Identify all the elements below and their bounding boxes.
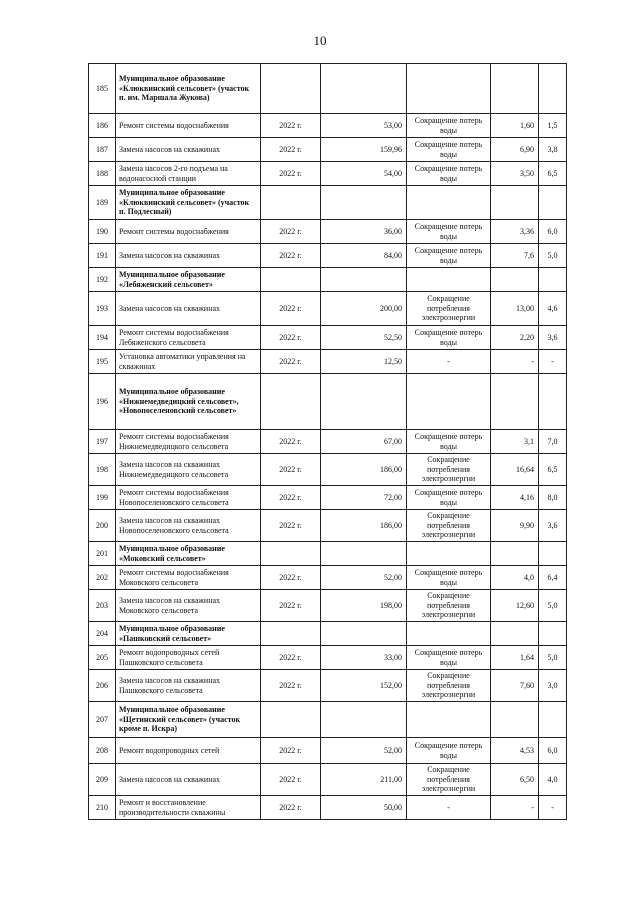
value1-cell — [491, 268, 539, 292]
value2-cell — [539, 542, 567, 566]
amount-cell — [321, 622, 407, 646]
year-cell — [261, 374, 321, 430]
table-row — [89, 510, 567, 542]
amount-cell: 52,50 — [321, 326, 407, 350]
amount-cell: 159,96 — [321, 138, 407, 162]
measure-name-cell: Ремонт системы водоснабжения Моковского сельсовета — [116, 566, 261, 590]
value1-cell: 6,90 — [491, 138, 539, 162]
effect-cell — [407, 64, 491, 114]
value2-cell: 6,5 — [539, 162, 567, 186]
measure-name-cell: Ремонт водопроводных сетей Пашковского сельсовета — [116, 646, 261, 670]
measure-name-cell: Замена насосов на скважинах — [116, 244, 261, 268]
value1-cell: 16,64 — [491, 454, 539, 486]
effect-cell: - — [407, 350, 491, 374]
value1-cell: 1,60 — [491, 114, 539, 138]
table-row — [89, 292, 567, 326]
value2-cell — [539, 64, 567, 114]
effect-cell: Сокращение потерь воды — [407, 486, 491, 510]
table-row — [89, 566, 567, 590]
municipality-name-cell: Муниципальное образование «Пашковский сельсовет» — [116, 622, 261, 646]
measure-name-cell: Ремонт системы водоснабжения — [116, 220, 261, 244]
value1-cell: 7,6 — [491, 244, 539, 268]
value1-cell: 9,90 — [491, 510, 539, 542]
value1-cell: 12,60 — [491, 590, 539, 622]
value2-cell: 1,5 — [539, 114, 567, 138]
table-row — [89, 430, 567, 454]
page-number: 10 — [313, 33, 327, 48]
year-cell — [261, 622, 321, 646]
row-number-cell: 193 — [89, 292, 116, 326]
effect-cell — [407, 268, 491, 292]
year-cell: 2022 г. — [261, 138, 321, 162]
effect-cell: Сокращение потребления электроэнергии — [407, 590, 491, 622]
row-number-cell: 197 — [89, 430, 116, 454]
table-row — [89, 326, 567, 350]
effect-cell: Сокращение потерь воды — [407, 430, 491, 454]
effect-cell: - — [407, 796, 491, 820]
value1-cell — [491, 542, 539, 566]
amount-cell: 186,00 — [321, 510, 407, 542]
measure-name-cell: Замена насосов на скважинах — [116, 138, 261, 162]
value1-cell — [491, 374, 539, 430]
measure-name-cell: Замена насосов на скважинах Моковского сельсовета — [116, 590, 261, 622]
effect-cell: Сокращение потребления электроэнергии — [407, 510, 491, 542]
value1-cell — [491, 622, 539, 646]
value2-cell: 6,0 — [539, 738, 567, 764]
value2-cell: 5,0 — [539, 244, 567, 268]
effect-cell: Сокращение потерь воды — [407, 244, 491, 268]
value1-cell: 4,16 — [491, 486, 539, 510]
value1-cell: - — [491, 796, 539, 820]
value2-cell: 3,0 — [539, 670, 567, 702]
effect-cell: Сокращение потерь воды — [407, 646, 491, 670]
value1-cell: - — [491, 350, 539, 374]
municipality-name-cell: Муниципальное образование «Лебяженский сельсовет» — [116, 268, 261, 292]
row-number-cell: 207 — [89, 702, 116, 738]
effect-cell — [407, 542, 491, 566]
municipality-row — [89, 622, 567, 646]
year-cell: 2022 г. — [261, 220, 321, 244]
measure-name-cell: Замена насосов 2-го подъема на водонасосной станции — [116, 162, 261, 186]
value1-cell — [491, 186, 539, 220]
row-number-cell: 199 — [89, 486, 116, 510]
row-number-cell: 190 — [89, 220, 116, 244]
municipality-row — [89, 542, 567, 566]
row-number-cell: 195 — [89, 350, 116, 374]
row-number-cell: 196 — [89, 374, 116, 430]
effect-cell: Сокращение потребления электроэнергии — [407, 764, 491, 796]
amount-cell: 67,00 — [321, 430, 407, 454]
year-cell: 2022 г. — [261, 486, 321, 510]
row-number-cell: 202 — [89, 566, 116, 590]
year-cell — [261, 64, 321, 114]
table-row — [89, 162, 567, 186]
year-cell: 2022 г. — [261, 292, 321, 326]
measure-name-cell: Ремонт и восстановление производительности скважины — [116, 796, 261, 820]
table-row — [89, 454, 567, 486]
effect-cell: Сокращение потребления электроэнергии — [407, 292, 491, 326]
year-cell: 2022 г. — [261, 454, 321, 486]
row-number-cell: 209 — [89, 764, 116, 796]
amount-cell: 53,00 — [321, 114, 407, 138]
year-cell — [261, 186, 321, 220]
value2-cell: 6,0 — [539, 220, 567, 244]
effect-cell: Сокращение потерь воды — [407, 566, 491, 590]
value1-cell: 2,20 — [491, 326, 539, 350]
row-number-cell: 187 — [89, 138, 116, 162]
value2-cell: 4,0 — [539, 764, 567, 796]
table-row — [89, 350, 567, 374]
amount-cell: 50,00 — [321, 796, 407, 820]
amount-cell: 200,00 — [321, 292, 407, 326]
table-row — [89, 796, 567, 820]
measure-name-cell: Замена насосов на скважинах — [116, 292, 261, 326]
measure-name-cell: Замена насосов на скважинах Пашковского сельсовета — [116, 670, 261, 702]
effect-cell: Сокращение потерь воды — [407, 162, 491, 186]
row-number-cell: 186 — [89, 114, 116, 138]
value1-cell: 4,0 — [491, 566, 539, 590]
value2-cell: - — [539, 796, 567, 820]
table-row — [89, 244, 567, 268]
table-row — [89, 646, 567, 670]
measures-table — [88, 63, 567, 820]
municipality-row — [89, 702, 567, 738]
measure-name-cell: Установка автоматики управления на скважинах — [116, 350, 261, 374]
measure-name-cell: Ремонт системы водоснабжения Нижнемедведицкого сельсовета — [116, 430, 261, 454]
value1-cell: 3,1 — [491, 430, 539, 454]
value2-cell — [539, 374, 567, 430]
effect-cell: Сокращение потерь воды — [407, 738, 491, 764]
amount-cell: 84,00 — [321, 244, 407, 268]
row-number-cell: 204 — [89, 622, 116, 646]
measure-name-cell: Ремонт системы водоснабжения — [116, 114, 261, 138]
municipality-name-cell: Муниципальное образование «Клюквинский сельсовет» (участок п. им. Маршала Жукова) — [116, 64, 261, 114]
value2-cell — [539, 702, 567, 738]
value2-cell — [539, 622, 567, 646]
table-row — [89, 138, 567, 162]
amount-cell: 12,50 — [321, 350, 407, 374]
municipality-row — [89, 268, 567, 292]
effect-cell — [407, 702, 491, 738]
year-cell: 2022 г. — [261, 670, 321, 702]
year-cell: 2022 г. — [261, 796, 321, 820]
year-cell: 2022 г. — [261, 646, 321, 670]
value2-cell: 3,6 — [539, 326, 567, 350]
effect-cell: Сокращение потерь воды — [407, 220, 491, 244]
value2-cell — [539, 268, 567, 292]
year-cell — [261, 542, 321, 566]
measure-name-cell: Ремонт системы водоснабжения Новопоселеновского сельсовета — [116, 486, 261, 510]
value2-cell: 3,6 — [539, 510, 567, 542]
amount-cell: 72,00 — [321, 486, 407, 510]
measure-name-cell: Ремонт системы водоснабжения Лебяженского сельсовета — [116, 326, 261, 350]
amount-cell: 186,00 — [321, 454, 407, 486]
table-row — [89, 590, 567, 622]
row-number-cell: 203 — [89, 590, 116, 622]
effect-cell — [407, 374, 491, 430]
effect-cell: Сокращение потерь воды — [407, 326, 491, 350]
row-number-cell: 210 — [89, 796, 116, 820]
municipality-row — [89, 186, 567, 220]
year-cell: 2022 г. — [261, 326, 321, 350]
table-row — [89, 764, 567, 796]
table-row — [89, 114, 567, 138]
municipality-row — [89, 374, 567, 430]
municipality-name-cell: Муниципальное образование «Нижнемедведицкий сельсовет», «Новопоселеновский сельсовет» — [116, 374, 261, 430]
row-number-cell: 189 — [89, 186, 116, 220]
table-row — [89, 220, 567, 244]
value2-cell: 6,5 — [539, 454, 567, 486]
effect-cell — [407, 622, 491, 646]
year-cell: 2022 г. — [261, 162, 321, 186]
year-cell — [261, 702, 321, 738]
value1-cell: 1,64 — [491, 646, 539, 670]
row-number-cell: 188 — [89, 162, 116, 186]
amount-cell: 198,00 — [321, 590, 407, 622]
row-number-cell: 206 — [89, 670, 116, 702]
value1-cell: 7,60 — [491, 670, 539, 702]
value2-cell: 7,0 — [539, 430, 567, 454]
value2-cell: 6,4 — [539, 566, 567, 590]
year-cell: 2022 г. — [261, 764, 321, 796]
amount-cell: 52,00 — [321, 566, 407, 590]
amount-cell — [321, 186, 407, 220]
row-number-cell: 194 — [89, 326, 116, 350]
table-row — [89, 738, 567, 764]
value1-cell: 3,50 — [491, 162, 539, 186]
value2-cell — [539, 186, 567, 220]
year-cell: 2022 г. — [261, 244, 321, 268]
value2-cell: 3,8 — [539, 138, 567, 162]
effect-cell: Сокращение потерь воды — [407, 138, 491, 162]
value2-cell: 5,0 — [539, 646, 567, 670]
amount-cell — [321, 64, 407, 114]
row-number-cell: 208 — [89, 738, 116, 764]
value1-cell: 13,00 — [491, 292, 539, 326]
amount-cell — [321, 702, 407, 738]
year-cell: 2022 г. — [261, 738, 321, 764]
measure-name-cell: Замена насосов на скважинах — [116, 764, 261, 796]
measure-name-cell: Ремонт водопроводных сетей — [116, 738, 261, 764]
value2-cell: 4,6 — [539, 292, 567, 326]
row-number-cell: 185 — [89, 64, 116, 114]
year-cell: 2022 г. — [261, 350, 321, 374]
year-cell: 2022 г. — [261, 510, 321, 542]
table-row — [89, 486, 567, 510]
municipality-name-cell: Муниципальное образование «Щетинский сельсовет» (участок кроме п. Искра) — [116, 702, 261, 738]
row-number-cell: 205 — [89, 646, 116, 670]
value1-cell: 3,36 — [491, 220, 539, 244]
effect-cell: Сокращение потерь воды — [407, 114, 491, 138]
row-number-cell: 201 — [89, 542, 116, 566]
measure-name-cell: Замена насосов на скважинах Нижнемедведицкого сельсовета — [116, 454, 261, 486]
amount-cell: 211,00 — [321, 764, 407, 796]
row-number-cell: 191 — [89, 244, 116, 268]
value1-cell — [491, 702, 539, 738]
value2-cell: 8,0 — [539, 486, 567, 510]
effect-cell: Сокращение потребления электроэнергии — [407, 670, 491, 702]
value1-cell: 6,50 — [491, 764, 539, 796]
effect-cell — [407, 186, 491, 220]
amount-cell: 36,00 — [321, 220, 407, 244]
value2-cell: - — [539, 350, 567, 374]
year-cell: 2022 г. — [261, 566, 321, 590]
municipality-name-cell: Муниципальное образование «Моковский сельсовет» — [116, 542, 261, 566]
measure-name-cell: Замена насосов на скважинах Новопоселеновского сельсовета — [116, 510, 261, 542]
table-body — [89, 64, 567, 820]
year-cell: 2022 г. — [261, 114, 321, 138]
municipality-row — [89, 64, 567, 114]
amount-cell: 33,00 — [321, 646, 407, 670]
row-number-cell: 198 — [89, 454, 116, 486]
table-row — [89, 670, 567, 702]
municipality-name-cell: Муниципальное образование «Клюквинский сельсовет» (участок п. Подлесный) — [116, 186, 261, 220]
amount-cell: 54,00 — [321, 162, 407, 186]
value1-cell: 4,53 — [491, 738, 539, 764]
row-number-cell: 192 — [89, 268, 116, 292]
value2-cell: 5,0 — [539, 590, 567, 622]
year-cell: 2022 г. — [261, 590, 321, 622]
row-number-cell: 200 — [89, 510, 116, 542]
amount-cell — [321, 374, 407, 430]
amount-cell — [321, 268, 407, 292]
year-cell — [261, 268, 321, 292]
amount-cell — [321, 542, 407, 566]
value1-cell — [491, 64, 539, 114]
year-cell: 2022 г. — [261, 430, 321, 454]
amount-cell: 52,00 — [321, 738, 407, 764]
amount-cell: 152,00 — [321, 670, 407, 702]
effect-cell: Сокращение потребления электроэнергии — [407, 454, 491, 486]
